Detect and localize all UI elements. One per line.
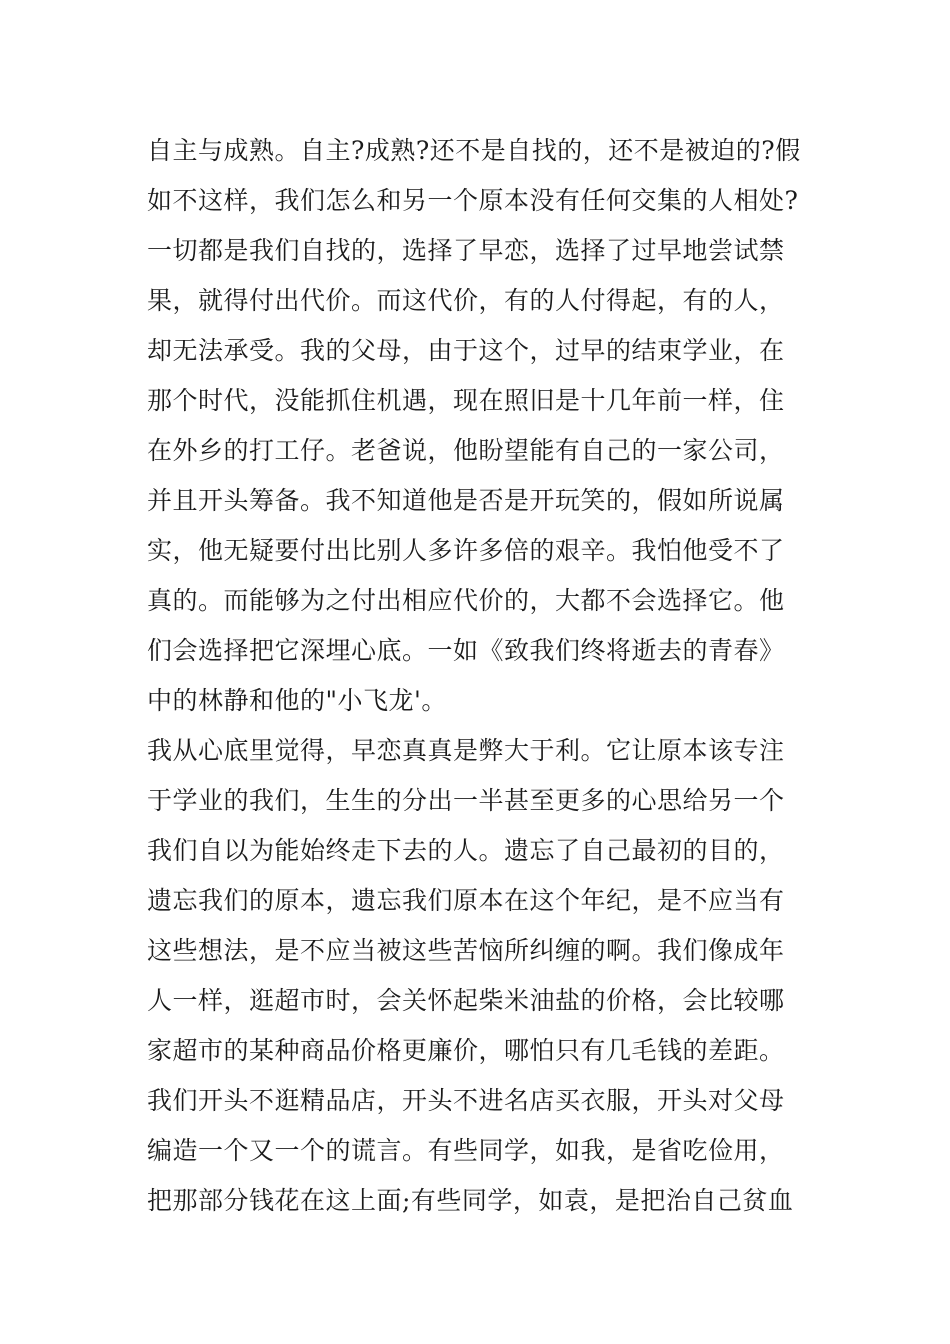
text-line: 一切都是我们自找的，选择了早恋，选择了过早地尝试禁 (147, 236, 785, 265)
text-line: 如不这样，我们怎么和另一个原本没有任何交集的人相处? (147, 186, 799, 215)
text-line: 我从心底里觉得，早恋真真是弊大于利。它让原本该专注 (147, 736, 785, 765)
text-line: 家超市的某种商品价格更廉价，哪怕只有几毛钱的差距。 (147, 1036, 785, 1065)
text-line: 那个时代，没能抓住机遇，现在照旧是十几年前一样，住 (147, 386, 785, 415)
text-line: 们会选择把它深埋心底。一如《致我们终将逝去的青春》 (147, 636, 785, 665)
text-line: 真的。而能够为之付出相应代价的，大都不会选择它。他 (147, 586, 785, 615)
text-line: 我们自以为能始终走下去的人。遗忘了自己最初的目的， (147, 836, 785, 865)
text-line: 实，他无疑要付出比别人多许多倍的艰辛。我怕他受不了 (147, 536, 785, 565)
text-line: 遗忘我们的原本，遗忘我们原本在这个年纪，是不应当有 (147, 886, 785, 915)
text-line: 编造一个又一个的谎言。有些同学，如我，是省吃俭用， (147, 1136, 785, 1165)
text-line: 并且开头筹备。我不知道他是否是开玩笑的，假如所说属 (147, 486, 785, 515)
text-line: 这些想法，是不应当被这些苦恼所纠缠的啊。我们像成年 (147, 936, 785, 965)
text-line: 在外乡的打工仔。老爸说，他盼望能有自己的一家公司， (147, 436, 785, 465)
text-line: 果，就得付出代价。而这代价，有的人付得起，有的人， (147, 286, 785, 315)
document-text-body (147, 130, 817, 1230)
text-line: 我们开头不逛精品店，开头不进名店买衣服，开头对父母 (147, 1086, 785, 1115)
text-line: 人一样，逛超市时，会关怀起柴米油盐的价格，会比较哪 (147, 986, 785, 1015)
text-line: 把那部分钱花在这上面;有些同学，如袁，是把治自己贫血 (147, 1186, 794, 1215)
text-line: 中的林静和他的"小飞龙'。 (147, 686, 447, 715)
text-line: 于学业的我们，生生的分出一半甚至更多的心思给另一个 (147, 786, 785, 815)
text-line: 却无法承受。我的父母，由于这个，过早的结束学业，在 (147, 336, 785, 365)
text-line: 自主与成熟。自主?成熟?还不是自找的，还不是被迫的?假 (147, 136, 801, 165)
